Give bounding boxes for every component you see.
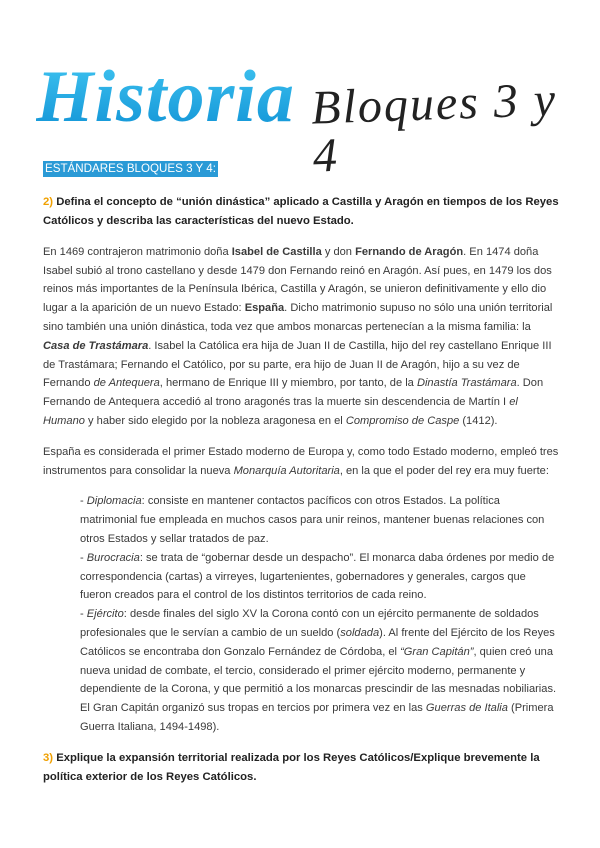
- list-term: Ejército: [86, 608, 124, 621]
- question-text: Explique la expansión territorial realizada por los Reyes Católicos/Explique brevemente la política exterior de los Reyes Católicos.: [43, 751, 540, 783]
- text-bold: España: [244, 302, 285, 315]
- text-run: (1412).: [459, 414, 498, 427]
- list-term: Diplomacia: [86, 495, 142, 508]
- text-italic: Guerras de Italia: [425, 702, 508, 715]
- list-item: [80, 492, 559, 548]
- list-bullet: -: [80, 495, 87, 508]
- list-item: [80, 605, 559, 737]
- text-italic: soldada: [340, 626, 380, 639]
- page-subtitle: Bloques 3 y 4: [310, 73, 558, 183]
- text-italic: Monarquía Autoritaria: [233, 464, 340, 477]
- text-run: y don: [321, 245, 356, 258]
- text-run: , en la que el poder del rey era muy fuerte:: [339, 464, 549, 477]
- text-bold: Fernando de Aragón: [355, 245, 464, 258]
- text-run: . Dicho matrimonio supuso no sólo una unión territorial sino también una unión dinástica, toda vez que ambos monarcas pertenecían a la misma familia: la: [43, 302, 553, 333]
- question-number: 2): [43, 195, 54, 208]
- list-text: : consiste en mantener contactos pacíficos con otros Estados. La política matrimonial fue empleada en muchos casos para unir reinos, mantener buenas relaciones con otros Estados y sellar tratados de paz.: [80, 495, 545, 545]
- question-3: [43, 749, 559, 787]
- list-text: ). Al frente del Ejército de los Reyes Católicos se encontraba don Gonzalo Fernández de Córdoba, el: [80, 626, 555, 658]
- text-italic: Dinastía Trastámara: [416, 377, 517, 390]
- question-2: [43, 193, 559, 231]
- text-run: , hermano de Enrique III y miembro, por tanto, de la: [159, 377, 417, 390]
- text-bold: Isabel de Castilla: [231, 245, 322, 258]
- text-italic: el Humano: [43, 396, 518, 427]
- document-body: [43, 160, 559, 787]
- list-term: Burocracia: [86, 551, 140, 564]
- section-label: ESTÁNDARES BLOQUES 3 Y 4:: [45, 162, 216, 175]
- question-text: Defina el concepto de “unión dinástica” aplicado a Castilla y Aragón en tiempos de los Reyes Católicos y describa las características del nuevo Estado.: [43, 195, 559, 227]
- text-run: . Don Fernando de Antequera accedió al trono aragonés tras la muerte sin descendencia de Martín I: [43, 377, 544, 409]
- list-text: : desde finales del siglo XV la Corona contó con un ejército permanente de soldados profesionales que le servían a cambio de un sueldo (: [80, 608, 539, 639]
- list-item: [80, 549, 559, 605]
- text-italic: Compromiso de Caspe: [345, 414, 460, 427]
- text-run: En 1469 contrajeron matrimonio doña: [43, 245, 232, 258]
- list-text: : se trata de “gobernar desde un despacho”. El monarca daba órdenes por medio de correspondencia (cartas) a virreyes, lugartenientes, gobernadores y generales, cargos que fueron creados para el control de los distintos territorios de cada reino.: [80, 551, 555, 602]
- text-run: . Isabel la Católica era hija de Juan II de Castilla, hijo del rey castellano Enrique III de Trastámara; Fernando el Católico, por su parte, era hijo de Juan II de Aragón, hijo a su vez de Fernando: [43, 339, 552, 390]
- text-bold-italic: Casa de Trastámara: [43, 339, 149, 352]
- instruments-list: [43, 492, 559, 736]
- list-text: , quien creó una nueva unidad de combate, el tercio, considerado el primer ejército moderno, permanente y dependiente de la Corona, y que permitió a los monarcas prescindir de las mesnadas nobiliarias. El Gran Capitán organizó sus tropas en tercios por primera vez en las: [80, 645, 557, 715]
- question-number: 3): [43, 751, 54, 764]
- list-bullet: -: [80, 608, 87, 621]
- text-run: y haber sido elegido por la nobleza aragonesa en el: [84, 414, 346, 427]
- text-run: . En 1474 doña Isabel subió al trono castellano y desde 1479 don Fernando reinó en Aragón. Así pues, en 1479 los dos reinos más importantes de la Península Ibérica, Castilla y Aragón, se unieron definitivamente y ello dio lugar a la aparición de un nuevo Estado:: [43, 245, 552, 315]
- paragraph-estado-moderno: [43, 443, 559, 481]
- text-italic: “Gran Capitán”: [400, 645, 474, 658]
- text-run: España es considerada el primer Estado moderno de Europa y, como todo Estado moderno, empleó tres instrumentos para consolidar la nueva: [43, 445, 559, 477]
- list-bullet: -: [80, 551, 87, 564]
- paragraph-union-dinastica: [43, 243, 559, 431]
- text-italic: de Antequera: [93, 377, 160, 390]
- page-title: Historia: [36, 56, 295, 138]
- list-text: (Primera Guerra Italiana, 1494-1498).: [80, 702, 554, 733]
